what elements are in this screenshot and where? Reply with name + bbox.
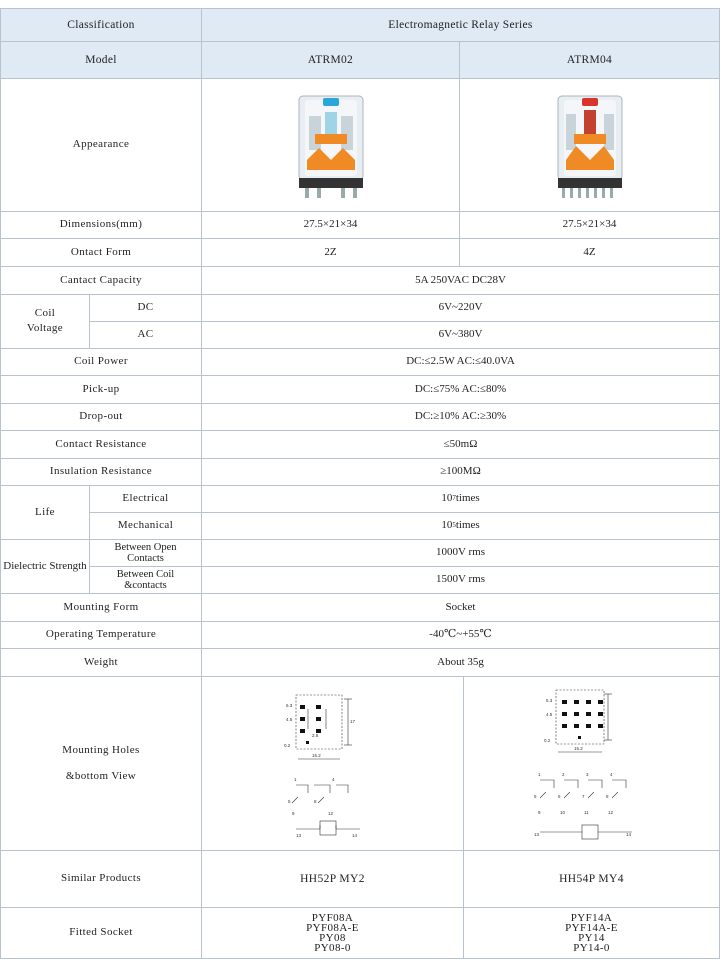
- pin4-9: 9: [537, 809, 541, 815]
- pin-12: 12: [327, 810, 333, 816]
- weight-value: About 35g: [202, 649, 720, 677]
- mounting-form-value: Socket: [202, 594, 720, 622]
- pin-1: 1: [293, 776, 297, 782]
- between-coil-line2: &contacts: [124, 580, 167, 591]
- electrical-exponent: 7: [452, 494, 456, 503]
- electrical-base: 10: [441, 492, 453, 505]
- weight-label: Weight: [0, 649, 202, 677]
- socket-4z-3: PY14: [578, 932, 605, 944]
- between-open-value: 1000V rms: [202, 540, 720, 567]
- pickup-label: Pick-up: [0, 376, 202, 404]
- socket-2z-4: PY08-0: [314, 942, 351, 954]
- pin-14: 14: [351, 832, 357, 838]
- mounting-holes-line2: &bottom View: [65, 769, 137, 782]
- relay-4z-image: [550, 90, 630, 200]
- mechanical-label: Mechanical: [90, 513, 202, 540]
- dim-label-2-6: 2.6: [311, 732, 318, 738]
- pin-4: 4: [331, 776, 335, 782]
- operating-temp-label: Operating Temperature: [0, 622, 202, 649]
- dc-label: DC: [90, 295, 202, 322]
- coil-voltage-label-line2: Voltage: [26, 322, 64, 334]
- pickup-value: DC:≤75% AC:≤80%: [202, 376, 720, 404]
- relay-2z-image: [291, 90, 371, 200]
- pin4-7: 7: [581, 793, 585, 799]
- mechanical-exponent: 5: [452, 521, 456, 530]
- dim4-label-5-3: 5.3: [545, 697, 552, 703]
- ac-label: AC: [90, 322, 202, 349]
- dim-label-17: 17: [349, 718, 355, 724]
- contact-capacity-value: 5A 250VAC DC28V: [202, 267, 720, 295]
- dc-value: 6V~220V: [202, 295, 720, 322]
- socket-4z-1: PYF14A: [570, 912, 613, 924]
- ac-value: 6V~380V: [202, 322, 720, 349]
- mounting-form-label: Mounting Form: [0, 594, 202, 622]
- electrical-life-value: [202, 486, 720, 513]
- dimensions-atrm02: 27.5×21×34: [202, 212, 460, 239]
- coil-voltage-label: [0, 295, 90, 349]
- mounting-diagram-2z-svg: [278, 689, 388, 839]
- relay-image-atrm02: [202, 79, 460, 212]
- dimensions-label: Dimensions(mm): [0, 212, 202, 239]
- electrical-label: Electrical: [90, 486, 202, 513]
- dimensions-atrm04: 27.5×21×34: [460, 212, 720, 239]
- model-label: Model: [0, 42, 202, 79]
- contact-form-label: Ontact Form: [0, 239, 202, 267]
- contact-resistance-label: Contact Resistance: [0, 431, 202, 459]
- series-header: Electromagnetic Relay Series: [202, 8, 720, 42]
- fitted-socket-4z: [464, 908, 720, 959]
- dropout-value: DC:≥10% AC:≥30%: [202, 404, 720, 431]
- socket-4z-2: PYF14A-E: [565, 922, 618, 934]
- between-coil-line1: Between Coil: [116, 568, 175, 580]
- pin4-13: 13: [533, 831, 539, 837]
- dropout-label: Drop-out: [0, 404, 202, 431]
- pin4-11: 11: [583, 809, 589, 815]
- insulation-resistance-label: Insulation Resistance: [0, 459, 202, 486]
- dim-label-4-5: 4.5: [285, 716, 292, 722]
- mounting-diagram-2z: [202, 677, 464, 851]
- mounting-holes-line1: Mounting Holes: [62, 743, 140, 756]
- between-open-label: [90, 540, 202, 567]
- operating-temp-value: -40℃~+55℃: [202, 622, 720, 649]
- classification-header: Classification: [0, 8, 202, 42]
- dim-label-6-3: 6.3: [285, 702, 292, 708]
- pin-9: 9: [291, 810, 295, 816]
- life-label: Life: [0, 486, 90, 540]
- pin4-14: 14: [625, 831, 631, 837]
- dim-label-0-2: 0.2: [283, 742, 290, 748]
- dim-label-15-2: 15.2: [311, 752, 321, 758]
- pin4-8: 8: [605, 793, 609, 799]
- mechanical-life-value: [202, 513, 720, 540]
- pin4-12: 12: [607, 809, 613, 815]
- coil-voltage-label-line1: Coil: [34, 307, 56, 320]
- pin-8: 8: [313, 798, 317, 804]
- contact-form-atrm04: 4Z: [460, 239, 720, 267]
- socket-4z-4: PY14-0: [573, 942, 610, 954]
- appearance-label: Appearance: [0, 79, 202, 212]
- pin4-3: 3: [585, 771, 589, 777]
- dielectric-label: Dielectric Strength: [0, 540, 90, 594]
- pin-13: 13: [295, 832, 301, 838]
- pin4-6: 6: [557, 793, 561, 799]
- between-coil-label: [90, 567, 202, 594]
- pin4-4: 4: [609, 771, 613, 777]
- contact-resistance-value: ≤50mΩ: [202, 431, 720, 459]
- pin4-5: 5: [533, 793, 537, 799]
- similar-products-4z: HH54P MY4: [464, 851, 720, 908]
- socket-2z-1: PYF08A: [311, 912, 354, 924]
- blue-indicator: [323, 98, 339, 106]
- pin4-1: 1: [537, 771, 541, 777]
- mounting-diagram-4z-svg: [532, 684, 652, 844]
- mounting-holes-label: [0, 677, 202, 851]
- mechanical-unit: times: [455, 519, 480, 532]
- electrical-unit: times: [455, 492, 480, 505]
- similar-products-label: Similar Products: [0, 851, 202, 908]
- model-atrm04: ATRM04: [460, 42, 720, 79]
- socket-2z-3: PY08: [319, 932, 346, 944]
- red-indicator: [582, 98, 598, 106]
- contact-capacity-label: Cantact Capacity: [0, 267, 202, 295]
- socket-2z-2: PYF08A-E: [306, 922, 359, 934]
- mechanical-base: 10: [441, 519, 453, 532]
- fitted-socket-2z: [202, 908, 464, 959]
- between-coil-value: 1500V rms: [202, 567, 720, 594]
- coil-power-value: DC:≤2.5W AC:≤40.0VA: [202, 349, 720, 376]
- coil-power-label: Coil Power: [0, 349, 202, 376]
- between-open-line2: Contacts: [127, 553, 164, 564]
- dim4-label-0-2: 0.2: [543, 737, 550, 743]
- insulation-resistance-value: ≥100MΩ: [202, 459, 720, 486]
- fitted-socket-label: Fitted Socket: [0, 908, 202, 959]
- relay-image-atrm04: [460, 79, 720, 212]
- mounting-diagram-4z: [464, 677, 720, 851]
- dim4-label-15-2: 15.2: [573, 745, 583, 751]
- similar-products-2z: HH52P MY2: [202, 851, 464, 908]
- dim4-label-4-5: 4.5: [545, 711, 552, 717]
- between-open-line1: Between Open: [114, 541, 177, 553]
- model-atrm02: ATRM02: [202, 42, 460, 79]
- pin-5: 5: [287, 798, 291, 804]
- contact-form-atrm02: 2Z: [202, 239, 460, 267]
- pin4-2: 2: [561, 771, 565, 777]
- pin4-10: 10: [559, 809, 565, 815]
